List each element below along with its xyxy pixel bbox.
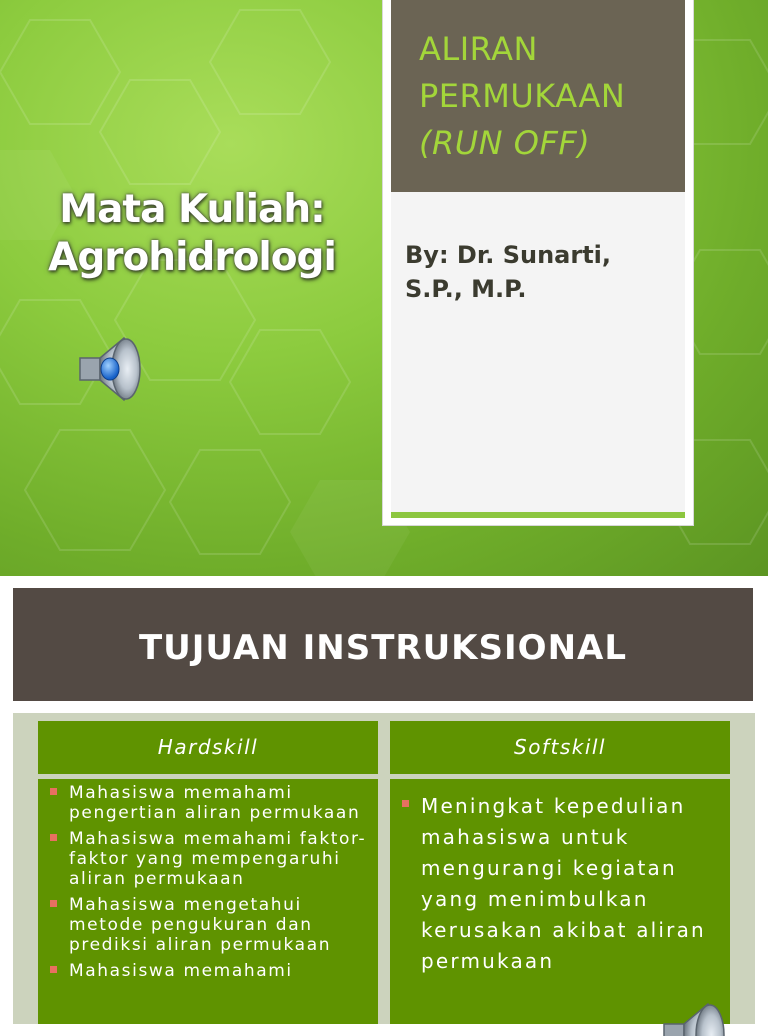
course-title-line-1: Mata Kuliah: [59, 187, 325, 232]
slide-topic [419, 26, 689, 167]
objectives-title: TUJUAN INSTRUKSIONAL [138, 628, 627, 668]
card-body [391, 192, 685, 516]
softskill-heading: Softskill [390, 721, 730, 774]
topic-line-2: PERMUKAAN [419, 77, 626, 115]
author-line-1: By: Dr. Sunarti, [405, 241, 612, 269]
topic-subtitle: (RUN OFF) [419, 124, 591, 162]
bullet-icon [50, 900, 57, 907]
list-item: Mahasiswa memahami [50, 961, 370, 981]
course-title [22, 186, 362, 282]
topic-line-1: ALIRAN [419, 30, 538, 68]
card-accent-bar [391, 512, 685, 518]
list-item: Meningkat kepedulian mahasiswa untuk mengurangi kegiatan yang menimbulkan kerusakan akibat aliran permukaan [402, 791, 722, 977]
bullet-icon [402, 800, 409, 807]
title-card [383, 0, 693, 525]
softskill-list-box [390, 779, 730, 1024]
objectives-slide [0, 588, 768, 1024]
hardskill-heading: Hardskill [38, 721, 378, 774]
speaker-icon[interactable] [658, 996, 730, 1036]
list-item: Mahasiswa memahami faktor-faktor yang mempengaruhi aliran permukaan [50, 829, 370, 889]
objectives-banner [13, 588, 753, 701]
list-item: Mahasiswa mengetahui metode pengukuran dan prediksi aliran permukaan [50, 895, 370, 955]
speaker-icon[interactable] [74, 334, 146, 404]
bullet-icon [50, 834, 57, 841]
softskill-list [390, 779, 730, 977]
author-line-2: S.P., M.P. [405, 275, 527, 303]
hardskill-column [38, 721, 378, 1024]
course-title-line-2: Agrohidrologi [48, 235, 336, 280]
card-header [391, 0, 685, 192]
bullet-icon [50, 788, 57, 795]
author-credit [405, 238, 675, 306]
hardskill-list-box [38, 779, 378, 1024]
list-item: Mahasiswa memahami pengertian aliran permukaan [50, 783, 370, 823]
softskill-column [390, 721, 730, 1024]
hardskill-list [38, 779, 378, 981]
skills-panel [13, 713, 755, 1024]
bullet-icon [50, 966, 57, 973]
